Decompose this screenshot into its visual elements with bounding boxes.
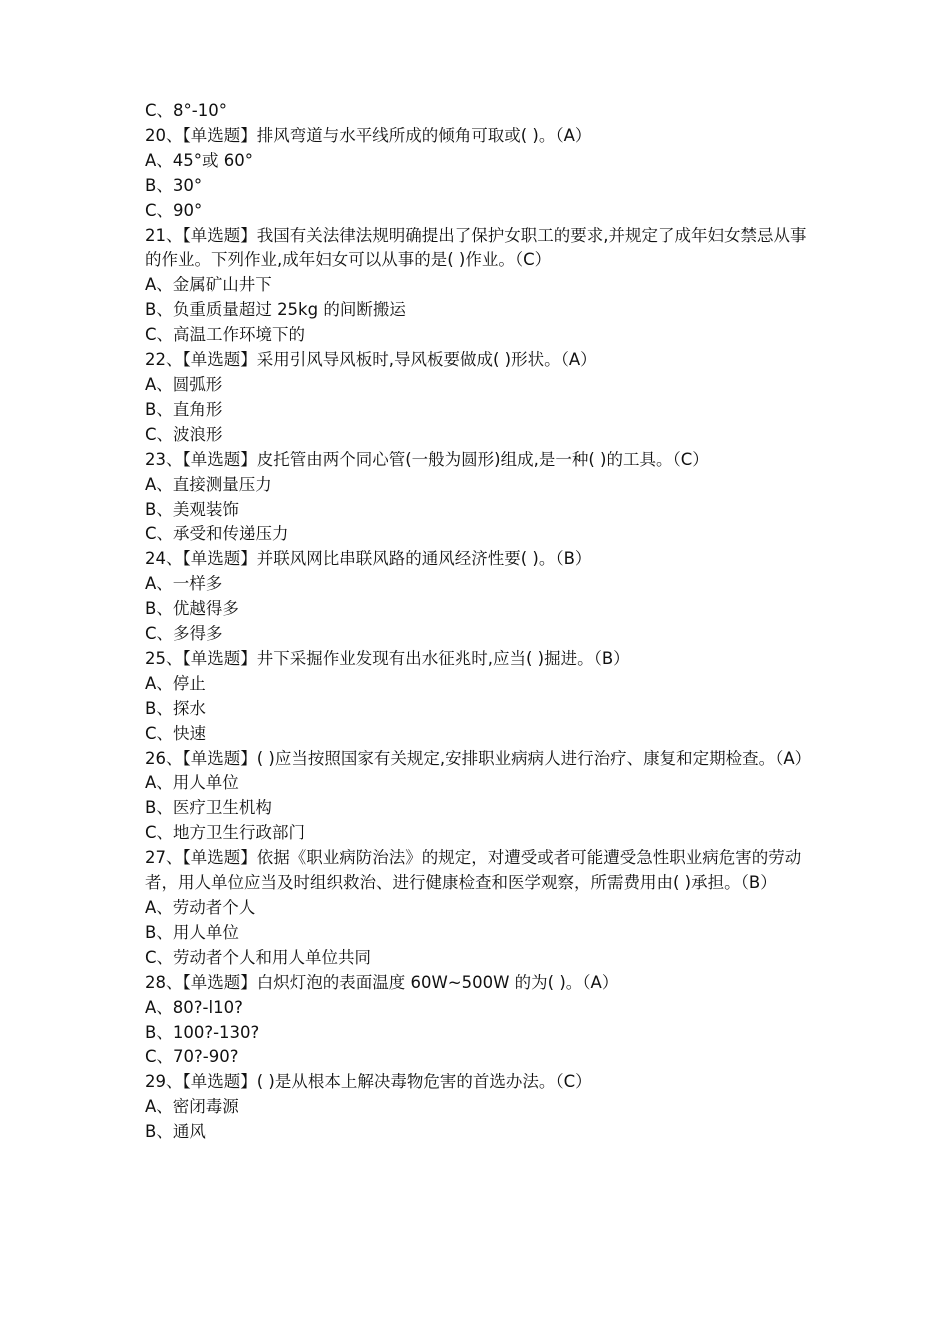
answer-option: C、8°-10° [145,101,227,120]
answer-option: C、高温工作环境下的 [145,325,306,345]
answer-option: C、90° [145,200,203,220]
question-29: 29、【单选题】( )是从根本上解决毒物危害的首选办法。（C） [145,1072,592,1092]
answer-option: B、100?-130? [145,1022,260,1042]
answer-option: A、劳动者个人 [145,898,256,917]
answer-option: B、医疗卫生机构 [145,798,272,818]
answer-option: B、优越得多 [145,599,239,619]
answer-option: B、美观装饰 [145,499,239,519]
answer-option: A、直接测量压力 [145,474,272,494]
question-22: 22、【单选题】采用引风导风板时,导风板要做成( )形状。（A） [145,350,597,370]
question-24: 24、【单选题】并联风网比串联风路的通风经济性要( )。（B） [145,549,592,569]
answer-option: B、直角形 [145,399,223,419]
answer-option: B、用人单位 [145,922,239,942]
answer-option: A、用人单位 [145,773,239,793]
answer-option: A、80?-l10? [145,997,243,1017]
question-28: 28、【单选题】白炽灯泡的表面温度 60W~500W 的为( )。（A） [145,972,619,992]
answer-option: A、停止 [145,673,206,693]
answer-option: C、多得多 [145,624,223,644]
answer-option: C、70?-90? [145,1047,239,1067]
answer-option: A、圆弧形 [145,374,223,394]
question-21: 21、【单选题】我国有关法律法规明确提出了保护女职工的要求,并规定了成年妇女禁忌从事的作业。下列作业,成年妇女可以从事的是( )作业。（C） [145,225,807,270]
question-20: 20、【单选题】排风弯道与水平线所成的倾角可取或( )。（A） [145,125,592,145]
answer-option: C、快速 [145,723,207,743]
question-25: 25、【单选题】井下采掘作业发现有出水征兆时,应当( )掘进。（B） [145,648,630,668]
answer-option: C、劳动者个人和用人单位共同 [145,947,372,967]
answer-option: C、波浪形 [145,424,223,444]
question-23: 23、【单选题】皮托管由两个同心管(一般为圆形)组成,是一种( )的工具。（C） [145,449,709,469]
answer-option: A、密闭毒源 [145,1097,239,1117]
answer-option: C、承受和传递压力 [145,524,289,544]
answer-option: C、地方卫生行政部门 [145,823,306,843]
question-27: 27、【单选题】依据《职业病防治法》的规定，对遭受或者可能遭受急性职业病危害的劳动者，用人单位应当及时组织救治、进行健康检查和医学观察，所需费用由( )承担。（B） [145,848,802,893]
question-text-block [145,99,810,1145]
answer-option: B、负重质量超过 25kg 的间断搬运 [145,300,406,320]
answer-option: B、探水 [145,698,206,718]
answer-option: B、30° [145,175,203,195]
answer-option: A、45°或 60° [145,150,254,170]
answer-option: B、通风 [145,1122,206,1142]
answer-option: A、一样多 [145,574,223,594]
answer-option: A、金属矿山井下 [145,275,272,295]
question-26: 26、【单选题】( )应当按照国家有关规定,安排职业病病人进行治疗、康复和定期检查。（A） [145,748,812,768]
